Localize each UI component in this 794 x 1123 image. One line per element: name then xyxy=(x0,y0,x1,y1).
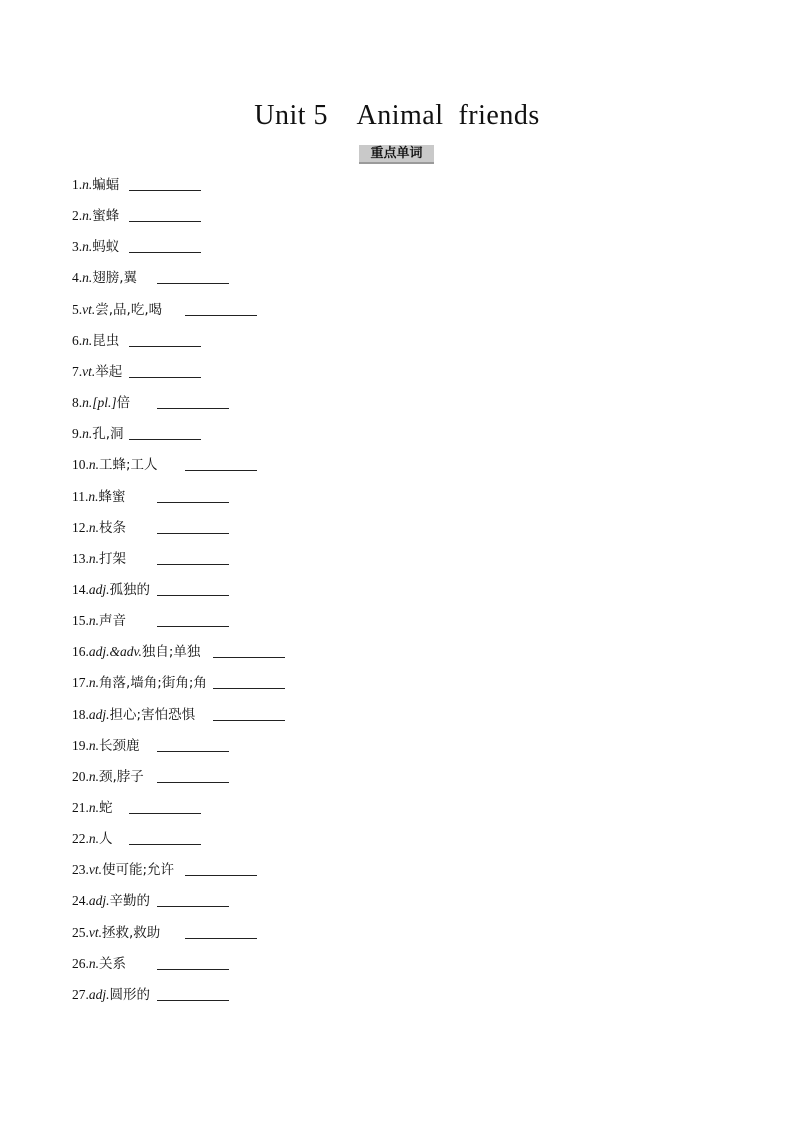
chinese-meaning: 孤独的 xyxy=(109,582,151,598)
answer-blank[interactable] xyxy=(157,595,229,596)
vocab-item xyxy=(72,985,150,1005)
item-number: 27. xyxy=(72,987,89,1002)
part-of-speech: adj. xyxy=(88,987,110,1002)
part-of-speech: n. xyxy=(88,457,99,472)
answer-blank[interactable] xyxy=(213,657,285,658)
chinese-meaning: 蚂蚁 xyxy=(92,239,120,255)
vocab-item xyxy=(72,673,207,693)
item-number: 1. xyxy=(72,177,83,192)
chinese-meaning: 独自;单独 xyxy=(141,644,201,660)
chinese-meaning: 蜜蜂 xyxy=(92,208,120,224)
part-of-speech: n. xyxy=(88,520,99,535)
answer-blank[interactable] xyxy=(157,969,229,970)
part-of-speech: vt. xyxy=(88,925,102,940)
vocab-item xyxy=(72,424,124,444)
item-number: 10. xyxy=(72,457,89,472)
vocab-item xyxy=(72,798,113,818)
answer-blank[interactable] xyxy=(185,875,257,876)
answer-blank[interactable] xyxy=(185,938,257,939)
answer-blank[interactable] xyxy=(129,346,201,347)
chinese-meaning: 孔,洞 xyxy=(92,426,124,442)
answer-blank[interactable] xyxy=(129,252,201,253)
part-of-speech: n. xyxy=(88,551,99,566)
vocab-item xyxy=(72,611,126,631)
item-number: 9. xyxy=(72,426,83,441)
chinese-meaning: 角落,墙角;街角;角 xyxy=(99,675,207,691)
vocab-item xyxy=(72,362,122,382)
answer-blank[interactable] xyxy=(157,782,229,783)
chinese-meaning: 昆虫 xyxy=(92,333,120,349)
answer-blank[interactable] xyxy=(157,533,229,534)
item-number: 7. xyxy=(72,364,83,379)
answer-blank[interactable] xyxy=(157,1000,229,1001)
answer-blank[interactable] xyxy=(129,844,201,845)
answer-blank[interactable] xyxy=(213,720,285,721)
part-of-speech: n. xyxy=(82,239,93,254)
vocab-item xyxy=(72,455,158,475)
vocab-item xyxy=(72,954,126,974)
vocab-item xyxy=(72,549,126,569)
chinese-meaning: 举起 xyxy=(95,364,123,380)
vocab-item xyxy=(72,705,195,725)
chinese-meaning: 关系 xyxy=(99,956,126,972)
answer-blank[interactable] xyxy=(129,221,201,222)
answer-blank[interactable] xyxy=(157,283,229,284)
part-of-speech: adj.&adv. xyxy=(88,644,142,659)
part-of-speech: n. xyxy=(88,489,99,504)
vocab-item xyxy=(72,300,162,320)
chinese-meaning: 蜂蜜 xyxy=(98,489,126,505)
vocab-item xyxy=(72,393,130,413)
part-of-speech: adj. xyxy=(88,893,110,908)
item-number: 2. xyxy=(72,208,83,223)
chinese-meaning: 人 xyxy=(99,831,113,847)
answer-blank[interactable] xyxy=(157,502,229,503)
chinese-meaning: 翅膀,翼 xyxy=(92,270,138,286)
vocab-item xyxy=(72,736,140,756)
part-of-speech: n. xyxy=(88,613,99,628)
answer-blank[interactable] xyxy=(129,377,201,378)
item-number: 20. xyxy=(72,769,89,784)
vocab-item xyxy=(72,923,160,943)
answer-blank[interactable] xyxy=(185,470,257,471)
chinese-meaning: 蛇 xyxy=(99,800,113,816)
part-of-speech: n. xyxy=(88,831,99,846)
answer-blank[interactable] xyxy=(157,906,229,907)
vocab-item xyxy=(72,175,119,195)
vocab-item xyxy=(72,860,174,880)
part-of-speech: n. xyxy=(82,177,93,192)
chinese-meaning: 尝,品,吃,喝 xyxy=(95,302,163,318)
part-of-speech: vt. xyxy=(82,364,96,379)
section-badge: 重点单词 xyxy=(359,145,434,162)
item-number: 17. xyxy=(72,675,89,690)
item-number: 22. xyxy=(72,831,89,846)
part-of-speech: n. xyxy=(88,675,99,690)
chinese-meaning: 倍 xyxy=(116,395,131,411)
part-of-speech: n. xyxy=(88,800,99,815)
vocab-item xyxy=(72,487,126,507)
vocab-item xyxy=(72,767,144,787)
part-of-speech: n. xyxy=(88,769,99,784)
item-number: 3. xyxy=(72,239,83,254)
chinese-meaning: 使可能;允许 xyxy=(102,862,175,878)
vocab-item xyxy=(72,829,113,849)
chinese-meaning: 蝙蝠 xyxy=(92,177,120,193)
item-number: 6. xyxy=(72,333,83,348)
vocab-item xyxy=(72,331,119,351)
part-of-speech: n. xyxy=(82,270,93,285)
item-number: 21. xyxy=(72,800,89,815)
answer-blank[interactable] xyxy=(213,688,285,689)
part-of-speech: n. xyxy=(82,426,93,441)
chinese-meaning: 拯救,救助 xyxy=(102,925,161,941)
chinese-meaning: 长颈鹿 xyxy=(99,738,140,754)
answer-blank[interactable] xyxy=(129,439,201,440)
part-of-speech: n.[pl.] xyxy=(82,395,117,410)
chinese-meaning: 辛勤的 xyxy=(109,893,151,909)
item-number: 12. xyxy=(72,520,89,535)
item-number: 19. xyxy=(72,738,89,753)
chinese-meaning: 打架 xyxy=(99,551,126,567)
part-of-speech: adj. xyxy=(88,707,110,722)
item-number: 24. xyxy=(72,893,89,908)
answer-blank[interactable] xyxy=(157,626,229,627)
vocab-item xyxy=(72,580,150,600)
answer-blank[interactable] xyxy=(157,564,229,565)
vocab-item xyxy=(72,518,126,538)
part-of-speech: vt. xyxy=(82,302,96,317)
answer-blank[interactable] xyxy=(157,408,229,409)
item-number: 25. xyxy=(72,925,89,940)
item-number: 15. xyxy=(72,613,89,628)
answer-blank[interactable] xyxy=(129,813,201,814)
item-number: 23. xyxy=(72,862,89,877)
vocab-item xyxy=(72,268,137,288)
part-of-speech: n. xyxy=(88,956,99,971)
item-number: 11. xyxy=(72,489,89,504)
part-of-speech: n. xyxy=(82,333,93,348)
page-title: Unit 5 Animal friends xyxy=(254,100,540,131)
item-number: 8. xyxy=(72,395,83,410)
item-number: 4. xyxy=(72,270,83,285)
item-number: 16. xyxy=(72,644,89,659)
part-of-speech: n. xyxy=(82,208,93,223)
item-number: 26. xyxy=(72,956,89,971)
vocab-item xyxy=(72,206,119,226)
item-number: 13. xyxy=(72,551,89,566)
part-of-speech: vt. xyxy=(88,862,102,877)
item-number: 5. xyxy=(72,302,83,317)
vocab-item xyxy=(72,891,150,911)
item-number: 18. xyxy=(72,707,89,722)
chinese-meaning: 颈,脖子 xyxy=(99,769,144,785)
chinese-meaning: 声音 xyxy=(99,613,126,629)
answer-blank[interactable] xyxy=(129,190,201,191)
part-of-speech: adj. xyxy=(88,582,110,597)
vocab-item xyxy=(72,642,200,662)
chinese-meaning: 担心;害怕恐惧 xyxy=(109,707,196,723)
part-of-speech: n. xyxy=(88,738,99,753)
answer-blank[interactable] xyxy=(185,315,257,316)
item-number: 14. xyxy=(72,582,89,597)
chinese-meaning: 工蜂;工人 xyxy=(99,457,158,473)
chinese-meaning: 圆形的 xyxy=(109,987,151,1003)
answer-blank[interactable] xyxy=(157,751,229,752)
vocab-item xyxy=(72,237,119,257)
chinese-meaning: 枝条 xyxy=(99,520,126,536)
